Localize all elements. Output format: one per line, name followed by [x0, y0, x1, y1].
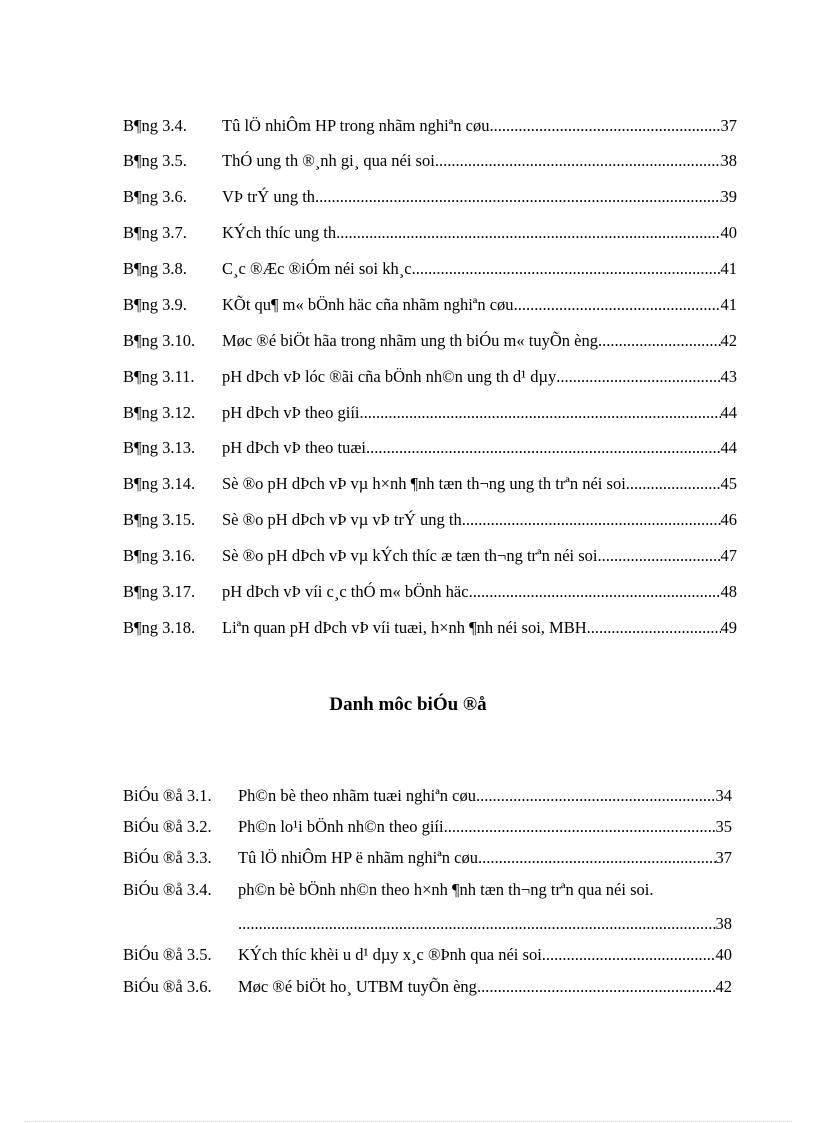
table-label: B¶ng 3.12.	[123, 403, 196, 422]
page-number: 34	[715, 786, 732, 805]
table-label: B¶ng 3.5.	[123, 151, 187, 170]
table-title: Sè ®o pH dÞch vÞ vµ h×nh ¶nh tæn th¬ng ung th trªn néi soi	[222, 474, 626, 493]
figure-title: ph©n bè bÖnh nh©n theo h×nh ¶nh tæn th¬ng trªn qua néi soi.	[238, 880, 654, 899]
page-number: 42	[715, 977, 732, 996]
leader-dots	[556, 367, 720, 387]
figure-title: KÝch thíc khèi u d¹ dµy x¸c ®Þnh qua néi soi	[238, 945, 542, 964]
table-label: B¶ng 3.4.	[123, 116, 187, 135]
leader-dots	[477, 977, 716, 997]
table-title: pH dÞch vÞ lóc ®ãi cña bÖnh nh©n ung th d¹ dµy	[222, 367, 557, 386]
figure-label: BiÓu ®å 3.1.	[123, 786, 212, 805]
table-title: KÝch thíc ung th	[222, 223, 337, 242]
table-title: ThÓ ung th ®¸nh gi¸ qua néi soi	[222, 151, 435, 170]
table-title: pH dÞch vÞ theo tuæi	[222, 438, 366, 457]
table-title: C¸c ®Æc ®iÓm néi soi kh¸c	[222, 259, 412, 278]
leader-dots	[587, 618, 721, 638]
figure-label: BiÓu ®å 3.2.	[123, 817, 212, 836]
table-list-entry	[123, 367, 737, 387]
figure-list-entry	[123, 945, 732, 965]
table-list-entry	[123, 438, 737, 458]
page-number: 48	[720, 582, 737, 601]
page-number: 49	[720, 618, 737, 637]
table-title: Sè ®o pH dÞch vÞ vµ vÞ trÝ ung th	[222, 510, 462, 529]
page-number: 42	[720, 331, 737, 350]
page-number: 45	[720, 474, 737, 493]
leader-dots	[360, 403, 721, 423]
table-list-entry	[123, 474, 737, 494]
figure-list-entry	[123, 817, 732, 837]
page-number: 44	[720, 403, 737, 422]
figure-list-entry	[123, 880, 732, 900]
table-label: B¶ng 3.6.	[123, 187, 187, 206]
table-title: pH dÞch vÞ theo giíi	[222, 403, 360, 422]
leader-dots	[435, 151, 721, 171]
table-title: Liªn quan pH dÞch vÞ víi tuæi, h×nh ¶nh néi soi, MBH	[222, 618, 587, 637]
leader-dots	[366, 438, 721, 458]
leader-dots	[462, 510, 721, 530]
table-label: B¶ng 3.18.	[123, 618, 196, 637]
figure-list-entry	[123, 848, 732, 868]
table-list-entry	[123, 331, 737, 351]
table-list-entry	[123, 151, 737, 171]
figure-label: BiÓu ®å 3.6.	[123, 977, 212, 996]
table-title: Tû lÖ nhiÔm HP trong nhãm nghiªn cøu	[222, 116, 490, 135]
leader-dots	[514, 295, 721, 315]
table-title: pH dÞch vÞ víi c¸c thÓ m« bÖnh häc	[222, 582, 469, 601]
table-list-entry	[123, 618, 737, 638]
figure-list-entry-continuation	[238, 914, 732, 934]
table-label: B¶ng 3.11.	[123, 367, 195, 386]
page-bottom-rule	[24, 1121, 792, 1122]
page-number: 41	[720, 259, 737, 278]
leader-dots	[336, 223, 720, 243]
table-label: B¶ng 3.13.	[123, 438, 196, 457]
leader-dots	[444, 817, 716, 837]
table-list-entry	[123, 582, 737, 602]
leader-dots	[412, 259, 721, 279]
figure-label: BiÓu ®å 3.4.	[123, 880, 212, 899]
page-number: 41	[720, 295, 737, 314]
leader-dots	[315, 187, 720, 207]
table-label: B¶ng 3.16.	[123, 546, 196, 565]
page-number: 37	[715, 848, 732, 867]
table-label: B¶ng 3.10.	[123, 331, 196, 350]
figure-label: BiÓu ®å 3.3.	[123, 848, 212, 867]
figure-title: Ph©n lo¹i bÖnh nh©n theo giíi	[238, 817, 444, 836]
figure-title: Ph©n bè theo nhãm tuæi nghiªn cøu	[238, 786, 476, 805]
leader-dots	[238, 914, 716, 934]
table-title: Sè ®o pH dÞch vÞ vµ kÝch thíc æ tæn th¬ng trªn néi soi	[222, 546, 598, 565]
leader-dots	[542, 945, 716, 965]
table-list-entry	[123, 116, 737, 136]
leader-dots	[478, 848, 716, 868]
leader-dots	[469, 582, 721, 602]
page-number: 43	[720, 367, 737, 386]
figures-heading: Danh môc biÓu ®å	[329, 694, 487, 715]
table-label: B¶ng 3.7.	[123, 223, 187, 242]
leader-dots	[598, 546, 721, 566]
page-number: 39	[720, 187, 737, 206]
page-number: 40	[720, 223, 737, 242]
table-label: B¶ng 3.8.	[123, 259, 187, 278]
page-number: 44	[720, 438, 737, 457]
table-list-entry	[123, 403, 737, 423]
table-list-entry	[123, 546, 737, 566]
page-number: 38	[720, 151, 737, 170]
leader-dots	[476, 786, 716, 806]
leader-dots	[626, 474, 721, 494]
page-number: 37	[720, 116, 737, 135]
table-title: Møc ®é biÖt hãa trong nhãm ung th biÓu m« tuyÕn èng	[222, 331, 598, 350]
table-label: B¶ng 3.17.	[123, 582, 196, 601]
page-number: 40	[715, 945, 732, 964]
figure-list-entry	[123, 977, 732, 997]
leader-dots	[489, 116, 720, 136]
table-list-entry	[123, 510, 737, 530]
table-title: KÕt qu¶ m« bÖnh häc cña nhãm nghiªn cøu	[222, 295, 514, 314]
table-label: B¶ng 3.14.	[123, 474, 196, 493]
page-number: 38	[715, 914, 732, 933]
table-list-entry	[123, 187, 737, 207]
leader-dots	[598, 331, 721, 351]
page-number: 47	[720, 546, 737, 565]
table-list-entry	[123, 295, 737, 315]
figure-title: Møc ®é biÖt ho¸ UTBM tuyÕn èng	[238, 977, 477, 996]
figure-list-entry	[123, 786, 732, 806]
page-number: 35	[715, 817, 732, 836]
figure-label: BiÓu ®å 3.5.	[123, 945, 212, 964]
page-number: 46	[720, 510, 737, 529]
figure-title: Tû lÖ nhiÔm HP ë nhãm nghiªn cøu	[238, 848, 478, 867]
table-title: VÞ trÝ ung th	[222, 187, 316, 206]
table-list-entry	[123, 223, 737, 243]
table-list-entry	[123, 259, 737, 279]
table-label: B¶ng 3.9.	[123, 295, 187, 314]
table-label: B¶ng 3.15.	[123, 510, 196, 529]
